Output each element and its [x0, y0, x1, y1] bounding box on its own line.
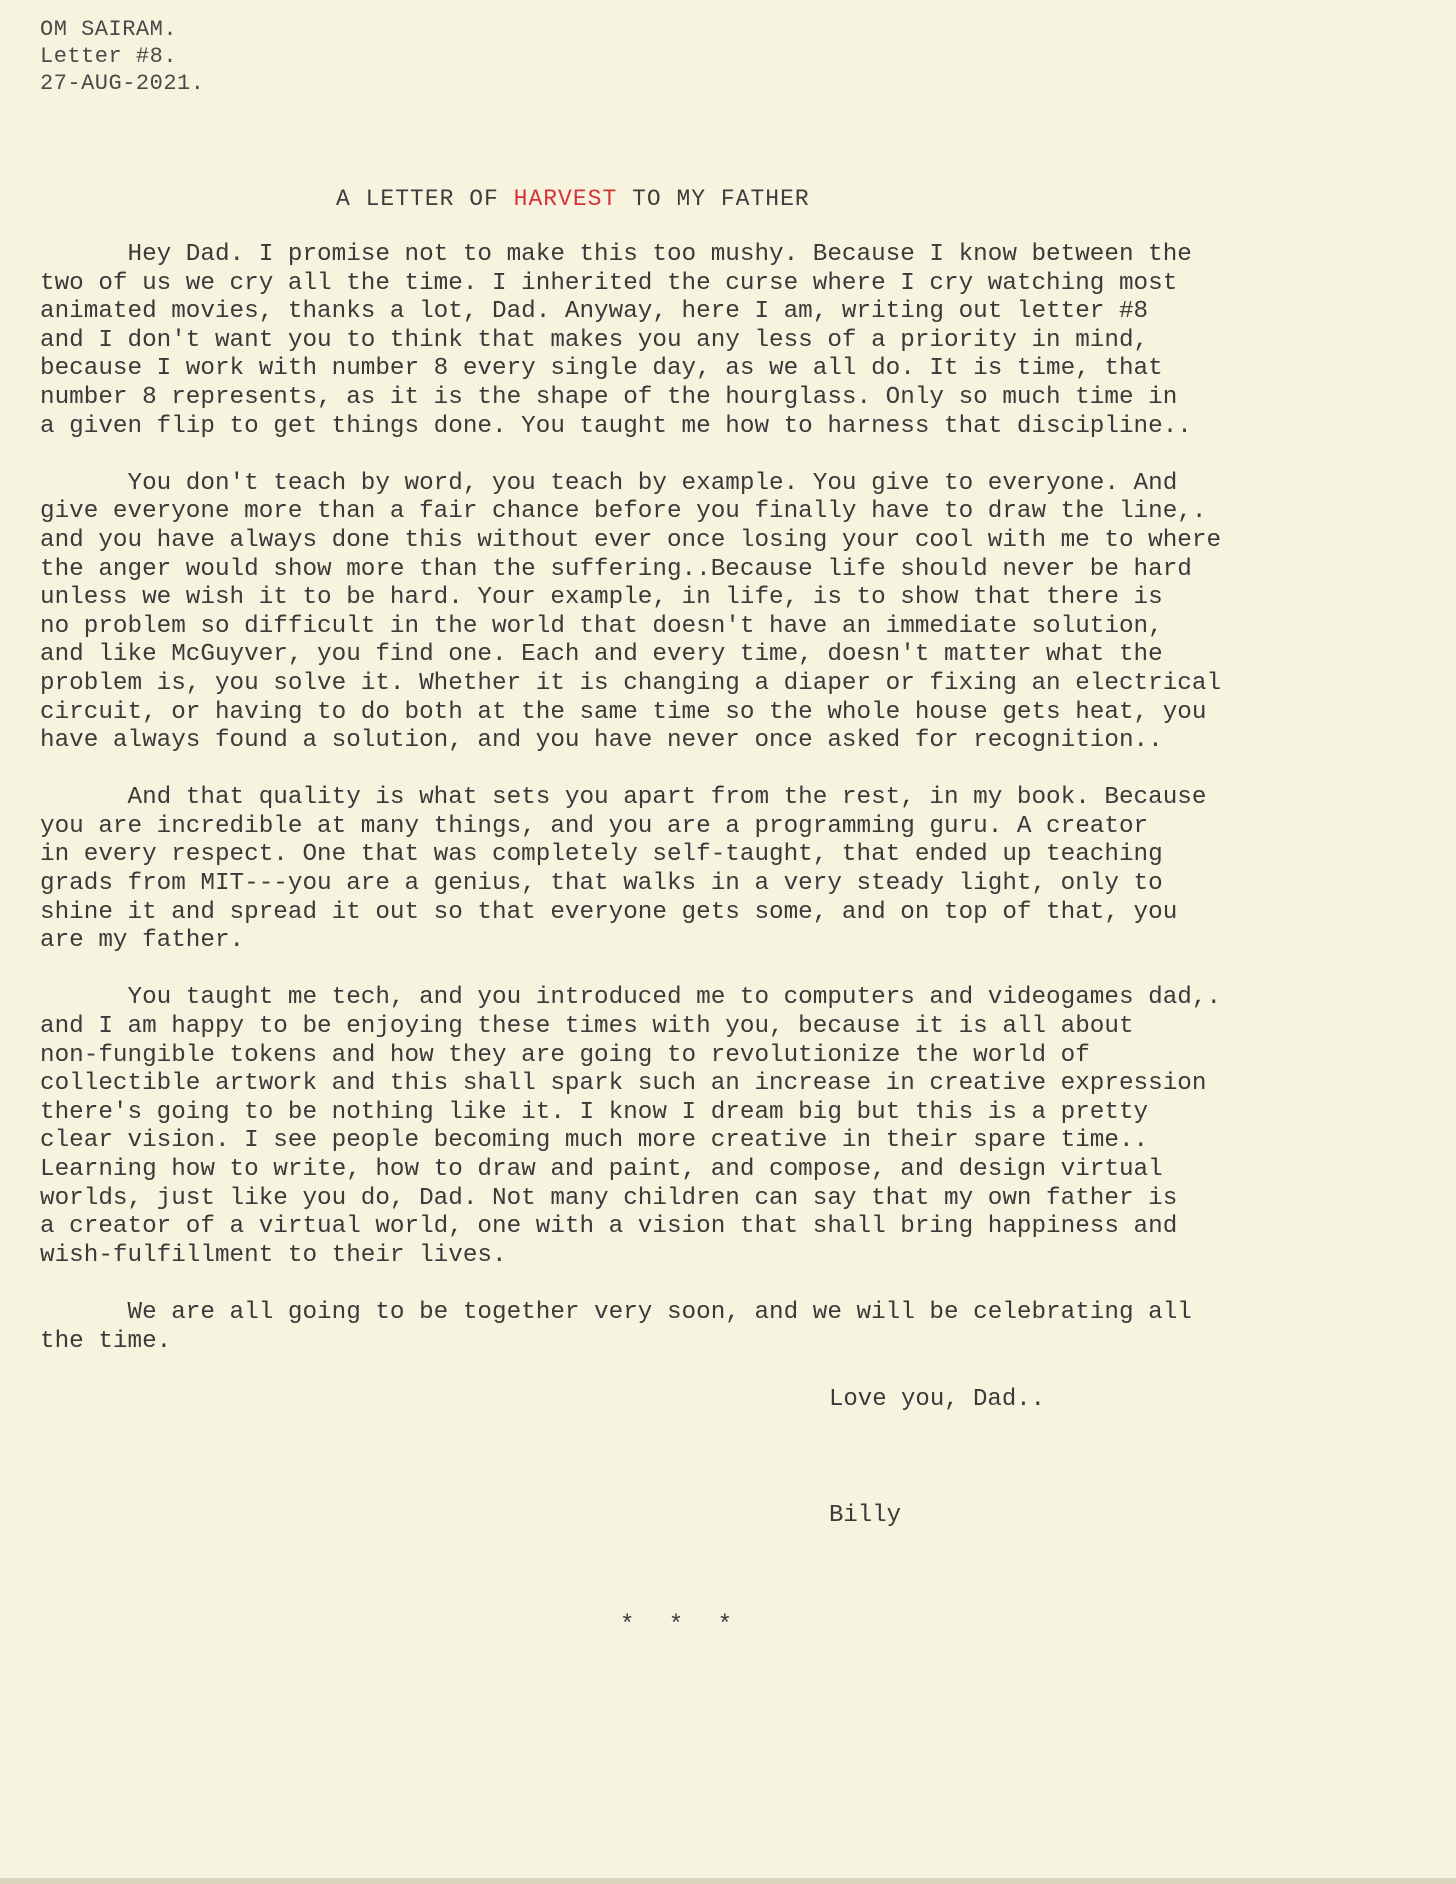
paragraph-line: problem is, you solve it. Whether it is changing a diaper or fixing an electrical — [40, 669, 1222, 697]
paragraph-line: Learning how to write, how to draw and paint, and compose, and design virtual — [40, 1156, 1163, 1183]
title-part-1: A LETTER OF — [336, 186, 514, 212]
paragraph-line: We are all going to be together very soon, and we will be celebrating all — [40, 1298, 1192, 1326]
paragraph-line: shine it and spread it out so that everyone gets some, and on top of that, you — [40, 898, 1178, 926]
paragraph-line: have always found a solution, and you have never once asked for recognition.. — [40, 727, 1163, 755]
paragraph-line: and I am happy to be enjoying these times with you, because it is all about — [40, 1013, 1134, 1041]
paragraph-line: in every respect. One that was completely self-taught, that ended up teaching — [40, 841, 1163, 869]
paragraph-line: and you have always done this without ever once losing your cool with me to where — [40, 526, 1222, 554]
closing-love: Love you, Dad.. — [829, 1386, 1046, 1413]
signature: Billy — [829, 1502, 902, 1529]
paragraph-line: and like McGuyver, you find one. Each and every time, doesn't matter what the — [40, 641, 1163, 669]
paragraph-line: there's going to be nothing like it. I know I dream big but this is a pretty — [40, 1098, 1149, 1126]
paragraph-line: give everyone more than a fair chance before you finally have to draw the line,. — [40, 498, 1207, 526]
paragraph-line: Hey Dad. I promise not to make this too mushy. Because I know between the — [40, 241, 1192, 268]
paragraph-line: the time. — [40, 1327, 172, 1355]
title-part-2: TO MY FATHER — [617, 186, 810, 212]
letter-title — [336, 186, 810, 212]
paragraph-4 — [40, 984, 1440, 1270]
paragraph-line: no problem so difficult in the world that doesn't have an immediate solution, — [40, 612, 1163, 640]
paragraph-line: a given flip to get things done. You taught me how to harness that discipline.. — [40, 412, 1192, 440]
paragraph-3 — [40, 784, 1440, 956]
paragraph-line: circuit, or having to do both at the same time so the whole house gets heat, you — [40, 698, 1207, 726]
header-line-2: Letter #8. — [40, 44, 178, 69]
separator-stars: * * * — [620, 1612, 743, 1639]
paragraph-line: animated movies, thanks a lot, Dad. Anyway, here I am, writing out letter #8 — [40, 298, 1149, 326]
paragraph-line: collectible artwork and this shall spark such an increase in creative expression — [40, 1070, 1207, 1098]
paragraph-line: And that quality is what sets you apart from the rest, in my book. Because — [40, 784, 1207, 812]
paragraph-line: because I work with number 8 every single day, as we all do. It is time, that — [40, 355, 1163, 383]
header-line-1: OM SAIRAM. — [40, 17, 178, 42]
paragraph-line: You don't teach by word, you teach by example. You give to everyone. And — [40, 469, 1178, 497]
letter-body — [40, 241, 1440, 1385]
paragraph-line: wish-fulfillment to their lives. — [40, 1241, 507, 1269]
paragraph-line: two of us we cry all the time. I inherited the curse where I cry watching most — [40, 269, 1178, 297]
paragraph-line: you are incredible at many things, and you are a programming guru. A creator — [40, 812, 1149, 840]
paragraph-5 — [40, 1299, 1440, 1356]
paragraph-1 — [40, 241, 1440, 441]
paragraph-line: non-fungible tokens and how they are going to revolutionize the world of — [40, 1041, 1090, 1069]
paragraph-line: clear vision. I see people becoming much more creative in their spare time.. — [40, 1127, 1149, 1155]
paragraph-line: are my father. — [40, 927, 245, 955]
letter-header — [40, 16, 204, 97]
paragraph-2 — [40, 470, 1440, 756]
paragraph-line: the anger would show more than the suffering..Because life should never be hard — [40, 555, 1192, 583]
paragraph-line: and I don't want you to think that makes you any less of a priority in mind, — [40, 326, 1149, 354]
paragraph-line: number 8 represents, as it is the shape of the hourglass. Only so much time in — [40, 383, 1178, 411]
paragraph-line: You taught me tech, and you introduced me to computers and videogames dad,. — [40, 984, 1222, 1012]
paragraph-line: grads from MIT---you are a genius, that walks in a very steady light, only to — [40, 870, 1163, 898]
paragraph-line: unless we wish it to be hard. Your example, in life, is to show that there is — [40, 584, 1163, 612]
title-highlight: HARVEST — [513, 186, 618, 212]
paragraph-line: worlds, just like you do, Dad. Not many children can say that my own father is — [40, 1184, 1178, 1212]
header-line-3: 27-AUG-2021. — [40, 71, 205, 96]
paragraph-line: a creator of a virtual world, one with a vision that shall bring happiness and — [40, 1213, 1178, 1241]
